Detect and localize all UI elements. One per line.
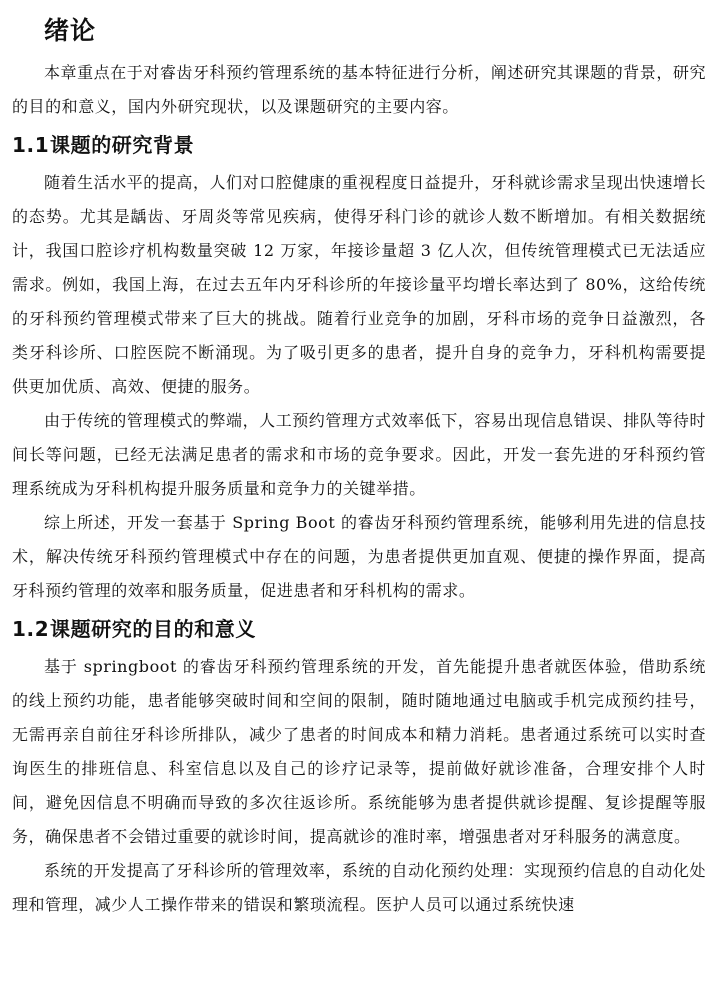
- section-number: 1.1: [12, 133, 50, 157]
- section-heading-1-1: [12, 124, 706, 166]
- section-1-1-paragraph-2: 由于传统的管理模式的弊端，人工预约管理方式效率低下，容易出现信息错误、排队等待时间长等问题，已经无法满足患者的需求和市场的竞争要求。因此，开发一套先进的牙科预约管理系统成为牙科机构提升服务质量和竞争力的关键举措。: [12, 411, 707, 498]
- section-1-1-paragraph-3: 综上所述，开发一套基于 Spring Boot 的睿齿牙科预约管理系统，能够利用先进的信息技术，解决传统牙科预约管理模式中存在的问题，为患者提供更加直观、便捷的操作界面，提高牙科预约管理的效率和服务质量，促进患者和牙科机构的需求。: [12, 513, 706, 600]
- chapter-title: 绪论: [44, 16, 97, 45]
- section-heading-1-2: [12, 608, 706, 650]
- chapter-intro-paragraph: 本章重点在于对睿齿牙科预约管理系统的基本特征进行分析，阐述研究其课题的背景，研究的目的和意义，国内外研究现状，以及课题研究的主要内容。: [12, 63, 707, 116]
- section-title: 课题的研究背景: [50, 133, 195, 157]
- section-1-2-paragraph-1: 基于 springboot 的睿齿牙科预约管理系统的开发，首先能提升患者就医体验，借助系统的线上预约功能，患者能够突破时间和空间的限制，随时随地通过电脑或手机完成预约挂号，无需再亲自前往牙科诊所排队，减少了患者的时间成本和精力消耗。患者通过系统可以实时查询医生的排班信息、科室信息以及自己的诊疗记录等，提前做好就诊准备，合理安排个人时间，避免因信息不明确而导致的多次往返诊所。系统能够为患者提供就诊提醒、复诊提醒等服务，确保患者不会错过重要的就诊时间，提高就诊的准时率，增强患者对牙科服务的满意度。: [12, 657, 706, 846]
- document-page: [12, 0, 706, 922]
- section-title: 课题研究的目的和意义: [50, 617, 256, 641]
- section-1-1-paragraph-1: 随着生活水平的提高，人们对口腔健康的重视程度日益提升，牙科就诊需求呈现出快速增长的态势。尤其是龋齿、牙周炎等常见疾病，使得牙科门诊的就诊人数不断增加。有相关数据统计，我国口腔诊疗机构数量突破 12 万家，年接诊量超 3 亿人次，但传统管理模式已无法适应需求。例如，我国上海，在过去五年内牙科诊所的年接诊量平均增长率达到了 80%，这给传统的牙科预约管理模式带来了巨大的挑战。随着行业竞争的加剧，牙科市场的竞争日益激烈，各类牙科诊所、口腔医院不断涌现。为了吸引更多的患者，提升自身的竞争力，牙科机构需要提供更加优质、高效、便捷的服务。: [12, 173, 707, 396]
- section-number: 1.2: [12, 617, 50, 641]
- section-1-2-paragraph-2: 系统的开发提高了牙科诊所的管理效率，系统的自动化预约处理：实现预约信息的自动化处理和管理，减少人工操作带来的错误和繁琐流程。医护人员可以通过系统快速: [12, 861, 707, 914]
